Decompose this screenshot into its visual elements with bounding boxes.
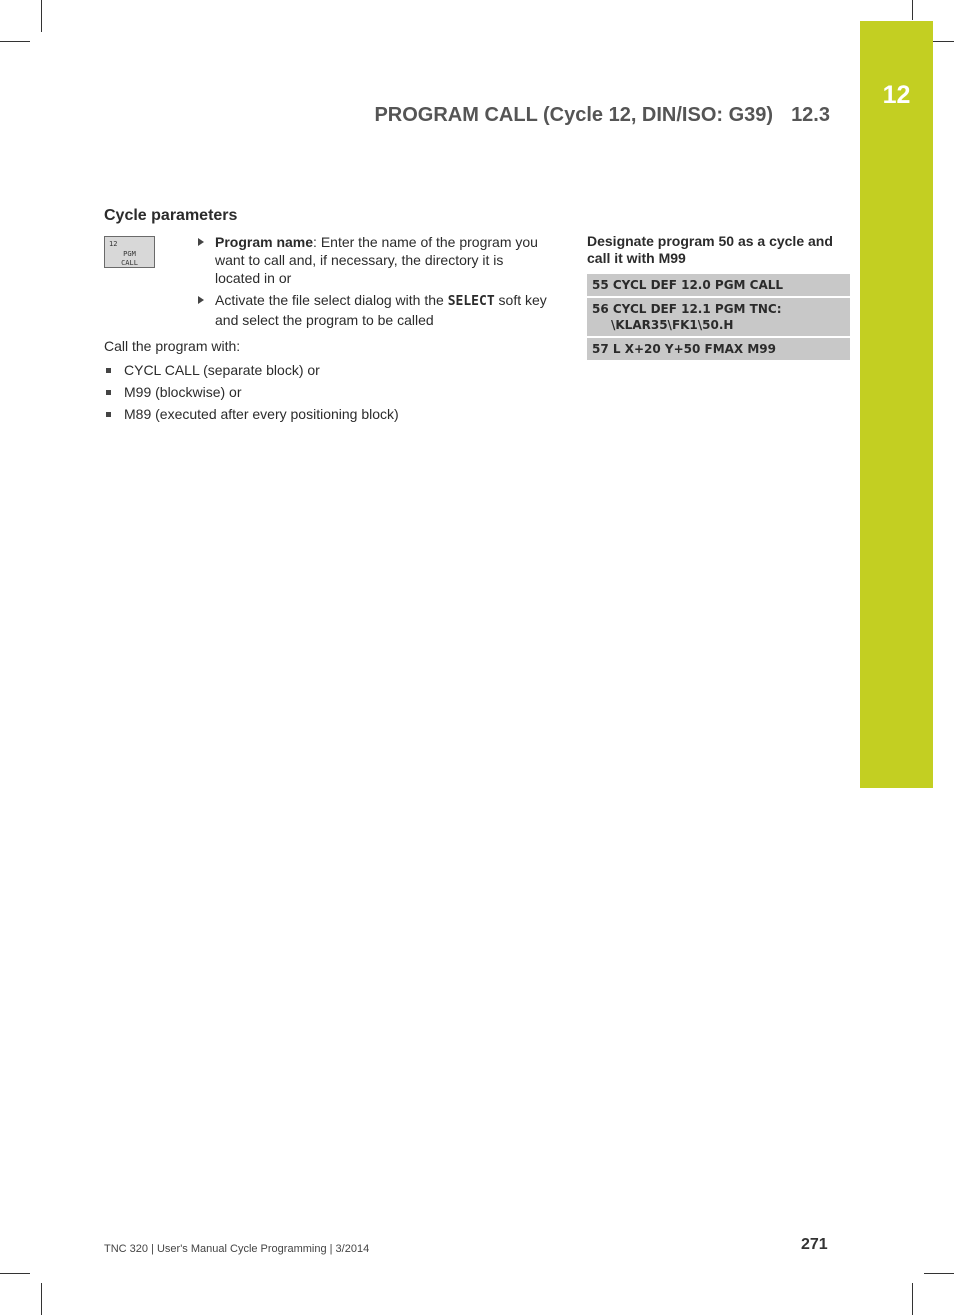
page-header [374,104,830,127]
section-heading: Cycle parameters [104,207,238,224]
code-line: 56 CYCL DEF 12.1 PGM TNC: [592,302,782,316]
step-text: : Enter the name of the program you want to call and, if necessary, the directory it is located in or [215,234,538,286]
triangle-bullet-icon [198,296,204,304]
header-title: PROGRAM CALL (Cycle 12, DIN/ISO: G39) [374,104,774,126]
step-text-after: soft key and select the program to be called [215,292,547,328]
call-intro: Call the program with: [104,338,241,354]
crop-mark [0,41,30,42]
list-item-text: M99 (blockwise) or [124,384,242,400]
code-row [587,274,850,296]
code-line-continuation: \KLAR35\FK1\50.H [611,318,734,332]
softkey-line2: CALL [121,259,138,267]
list-item-text: CYCL CALL (separate block) or [124,362,320,378]
triangle-bullet-icon [198,238,204,246]
step-bold: Program name [215,234,314,250]
select-softkey-label: SELECT [447,294,495,309]
list-item [104,359,399,381]
nc-code-example [587,274,850,362]
square-bullet-icon [106,368,111,373]
step-text-before: Activate the file select dialog with the [215,292,448,308]
header-section: 12.3 [791,104,830,126]
crop-mark [912,0,913,20]
parameter-steps [196,233,552,333]
code-line: 55 CYCL DEF 12.0 PGM CALL [592,278,784,292]
code-row [587,298,850,336]
softkey-number: 12 [109,240,118,248]
step-select-dialog [196,291,552,329]
list-item [104,403,399,425]
pgm-call-softkey-icon [104,236,155,268]
square-bullet-icon [106,412,111,417]
crop-mark [41,1283,42,1315]
call-options-list [104,359,399,425]
list-item [104,381,399,403]
step-program-name [196,233,552,287]
footer-text: TNC 320 | User's Manual Cycle Programming | 3/2014 [104,1243,370,1255]
square-bullet-icon [106,390,111,395]
chapter-tab [860,21,933,788]
code-row [587,338,850,360]
crop-mark [912,1283,913,1315]
code-line: 57 L X+20 Y+50 FMAX M99 [592,342,777,356]
softkey-line1: PGM [123,250,136,258]
chapter-number: 12 [882,81,911,109]
example-title: Designate program 50 as a cycle and call it with M99 [587,233,833,266]
list-item-text: M89 (executed after every positioning block) [124,406,399,422]
page-number: 271 [801,1236,828,1253]
crop-mark [41,0,42,32]
crop-mark [924,1273,954,1274]
crop-mark [0,1273,30,1274]
